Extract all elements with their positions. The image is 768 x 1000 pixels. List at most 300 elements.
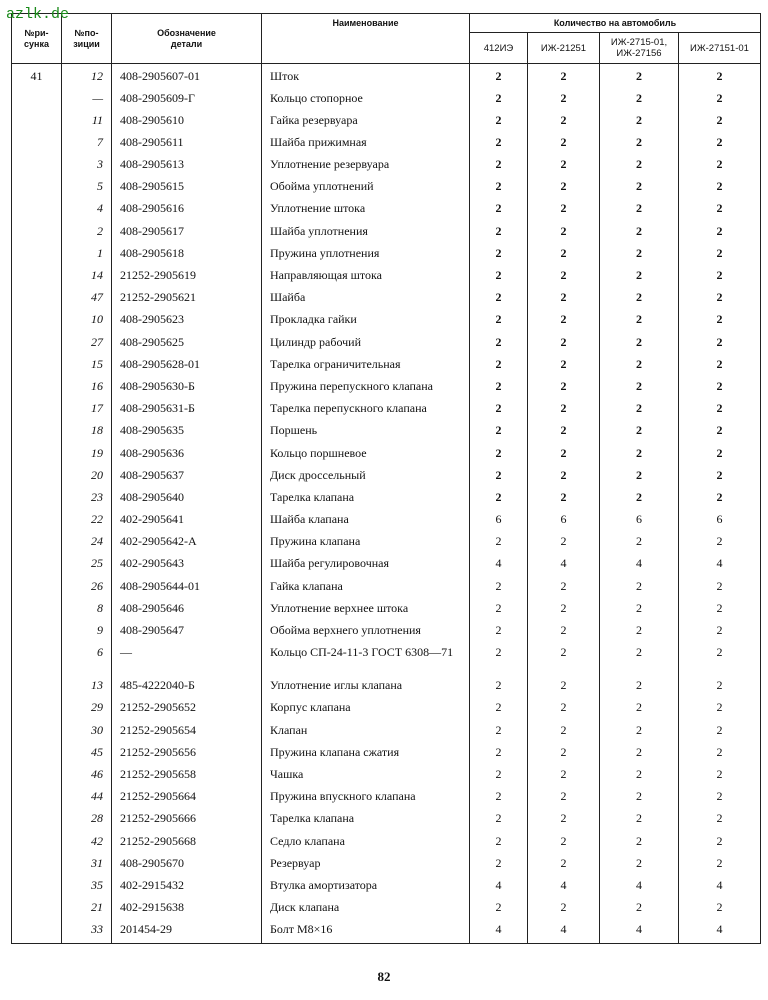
part-code-cell: 21252-2905619 bbox=[112, 265, 262, 287]
part-code-cell: 408-2905618 bbox=[112, 243, 262, 265]
table-row bbox=[12, 642, 761, 675]
part-code-cell: 408-2905628-01 bbox=[112, 354, 262, 376]
table-row bbox=[12, 243, 761, 265]
quantity-cell: 2 bbox=[600, 487, 679, 509]
table-row bbox=[12, 553, 761, 575]
quantity-cell: 2 bbox=[528, 576, 600, 598]
part-name-cell: Пружина клапана сжатия bbox=[262, 742, 470, 764]
position-cell: 24 bbox=[62, 531, 112, 553]
table-row bbox=[12, 88, 761, 110]
part-code-cell: 21252-2905621 bbox=[112, 287, 262, 309]
quantity-cell: 2 bbox=[470, 64, 528, 88]
quantity-cell: 2 bbox=[679, 642, 761, 675]
quantity-cell: 2 bbox=[679, 576, 761, 598]
part-name-cell: Шайба регулировочная bbox=[262, 553, 470, 575]
figure-number-cell bbox=[12, 642, 62, 675]
quantity-cell: 2 bbox=[679, 420, 761, 442]
quantity-cell: 2 bbox=[600, 132, 679, 154]
part-code-cell: 408-2905616 bbox=[112, 198, 262, 220]
quantity-cell: 2 bbox=[528, 132, 600, 154]
part-code-cell: 408-2905630-Б bbox=[112, 376, 262, 398]
quantity-cell: 2 bbox=[679, 720, 761, 742]
part-code-cell: 408-2905635 bbox=[112, 420, 262, 442]
quantity-cell: 2 bbox=[679, 221, 761, 243]
quantity-cell: 2 bbox=[528, 620, 600, 642]
position-cell: 21 bbox=[62, 897, 112, 919]
table-row bbox=[12, 64, 761, 88]
quantity-cell: 2 bbox=[528, 697, 600, 719]
quantity-cell: 2 bbox=[470, 198, 528, 220]
part-code-cell: 402-2905642-А bbox=[112, 531, 262, 553]
quantity-cell: 2 bbox=[528, 221, 600, 243]
part-name-cell: Диск клапана bbox=[262, 897, 470, 919]
quantity-cell: 6 bbox=[470, 509, 528, 531]
quantity-cell: 2 bbox=[679, 531, 761, 553]
quantity-cell: 2 bbox=[470, 243, 528, 265]
quantity-cell: 2 bbox=[600, 265, 679, 287]
quantity-cell: 2 bbox=[528, 398, 600, 420]
position-cell: 19 bbox=[62, 443, 112, 465]
figure-number-cell bbox=[12, 808, 62, 830]
quantity-cell: 4 bbox=[679, 919, 761, 943]
table-row bbox=[12, 443, 761, 465]
quantity-cell: 2 bbox=[600, 88, 679, 110]
quantity-cell: 2 bbox=[528, 198, 600, 220]
header-figure-no: №ри- сунка bbox=[12, 14, 62, 64]
figure-number-cell bbox=[12, 265, 62, 287]
figure-number-cell bbox=[12, 176, 62, 198]
quantity-cell: 2 bbox=[470, 675, 528, 697]
position-cell: 16 bbox=[62, 376, 112, 398]
figure-number-cell bbox=[12, 88, 62, 110]
quantity-cell: 2 bbox=[528, 764, 600, 786]
part-name-cell: Корпус клапана bbox=[262, 697, 470, 719]
quantity-cell: 4 bbox=[600, 553, 679, 575]
quantity-cell: 2 bbox=[528, 154, 600, 176]
quantity-cell: 2 bbox=[528, 376, 600, 398]
quantity-cell: 2 bbox=[470, 620, 528, 642]
quantity-cell: 4 bbox=[470, 919, 528, 943]
quantity-cell: 2 bbox=[600, 64, 679, 88]
position-cell: 47 bbox=[62, 287, 112, 309]
figure-number-cell bbox=[12, 831, 62, 853]
table-row bbox=[12, 110, 761, 132]
figure-number-cell bbox=[12, 332, 62, 354]
position-cell: 11 bbox=[62, 110, 112, 132]
quantity-cell: 2 bbox=[600, 831, 679, 853]
quantity-cell: 2 bbox=[679, 697, 761, 719]
table-row bbox=[12, 720, 761, 742]
quantity-cell: 2 bbox=[679, 465, 761, 487]
quantity-cell: 2 bbox=[528, 598, 600, 620]
part-name-cell: Кольцо СП-24-11-3 ГОСТ 6308—71 bbox=[262, 642, 470, 675]
quantity-cell: 2 bbox=[470, 465, 528, 487]
quantity-cell: 2 bbox=[528, 742, 600, 764]
quantity-cell: 2 bbox=[679, 742, 761, 764]
quantity-cell: 2 bbox=[470, 764, 528, 786]
quantity-cell: 6 bbox=[600, 509, 679, 531]
figure-number-cell bbox=[12, 531, 62, 553]
position-cell: 3 bbox=[62, 154, 112, 176]
position-cell: 10 bbox=[62, 309, 112, 331]
quantity-cell: 2 bbox=[679, 243, 761, 265]
part-code-cell: 402-2905641 bbox=[112, 509, 262, 531]
quantity-cell: 6 bbox=[679, 509, 761, 531]
header-qty-izh-27151: ИЖ-27151-01 bbox=[679, 33, 761, 64]
figure-number-cell bbox=[12, 786, 62, 808]
quantity-cell: 2 bbox=[470, 132, 528, 154]
quantity-cell: 2 bbox=[470, 354, 528, 376]
quantity-cell: 2 bbox=[600, 221, 679, 243]
figure-number-cell bbox=[12, 198, 62, 220]
position-cell: 31 bbox=[62, 853, 112, 875]
figure-number-cell bbox=[12, 764, 62, 786]
quantity-cell: 2 bbox=[470, 110, 528, 132]
part-name-cell: Гайка резервуара bbox=[262, 110, 470, 132]
figure-number-cell bbox=[12, 287, 62, 309]
part-name-cell: Тарелка перепускного клапана bbox=[262, 398, 470, 420]
quantity-cell: 2 bbox=[528, 487, 600, 509]
quantity-cell: 4 bbox=[470, 875, 528, 897]
position-cell: 15 bbox=[62, 354, 112, 376]
quantity-cell: 2 bbox=[679, 332, 761, 354]
table-row bbox=[12, 897, 761, 919]
position-cell: 33 bbox=[62, 919, 112, 943]
quantity-cell: 2 bbox=[470, 154, 528, 176]
quantity-cell: 2 bbox=[470, 531, 528, 553]
table-row bbox=[12, 786, 761, 808]
quantity-cell: 2 bbox=[679, 487, 761, 509]
part-name-cell: Тарелка клапана bbox=[262, 487, 470, 509]
part-code-cell: 21252-2905656 bbox=[112, 742, 262, 764]
part-name-cell: Обойма верхнего уплотнения bbox=[262, 620, 470, 642]
position-cell: 7 bbox=[62, 132, 112, 154]
quantity-cell: 2 bbox=[600, 376, 679, 398]
table-row bbox=[12, 675, 761, 697]
part-code-cell: 408-2905611 bbox=[112, 132, 262, 154]
part-name-cell: Цилиндр рабочий bbox=[262, 332, 470, 354]
quantity-cell: 2 bbox=[679, 132, 761, 154]
quantity-cell: 2 bbox=[470, 332, 528, 354]
part-name-cell: Прокладка гайки bbox=[262, 309, 470, 331]
quantity-cell: 2 bbox=[470, 487, 528, 509]
part-name-cell: Направляющая штока bbox=[262, 265, 470, 287]
table-row bbox=[12, 742, 761, 764]
position-cell: 25 bbox=[62, 553, 112, 575]
quantity-cell: 2 bbox=[528, 443, 600, 465]
quantity-cell: 2 bbox=[679, 265, 761, 287]
part-name-cell: Уплотнение иглы клапана bbox=[262, 675, 470, 697]
part-code-cell: 408-2905610 bbox=[112, 110, 262, 132]
quantity-cell: 2 bbox=[600, 309, 679, 331]
part-code-cell: 201454-29 bbox=[112, 919, 262, 943]
quantity-cell: 2 bbox=[679, 64, 761, 88]
quantity-cell: 2 bbox=[470, 742, 528, 764]
figure-number-cell bbox=[12, 420, 62, 442]
quantity-cell: 2 bbox=[600, 576, 679, 598]
part-code-cell: 408-2905670 bbox=[112, 853, 262, 875]
quantity-cell: 2 bbox=[528, 786, 600, 808]
position-cell: 28 bbox=[62, 808, 112, 830]
quantity-cell: 2 bbox=[600, 154, 679, 176]
quantity-cell: 2 bbox=[679, 354, 761, 376]
quantity-cell: 2 bbox=[600, 742, 679, 764]
quantity-cell: 2 bbox=[600, 642, 679, 675]
position-cell: 12 bbox=[62, 64, 112, 88]
part-name-cell: Пружина уплотнения bbox=[262, 243, 470, 265]
table-row bbox=[12, 576, 761, 598]
quantity-cell: 2 bbox=[600, 675, 679, 697]
table-row bbox=[12, 132, 761, 154]
table-row bbox=[12, 919, 761, 943]
quantity-cell: 4 bbox=[528, 875, 600, 897]
quantity-cell: 2 bbox=[528, 176, 600, 198]
position-cell: 44 bbox=[62, 786, 112, 808]
table-row bbox=[12, 154, 761, 176]
quantity-cell: 2 bbox=[679, 154, 761, 176]
quantity-cell: 2 bbox=[600, 720, 679, 742]
table-row bbox=[12, 309, 761, 331]
table-row bbox=[12, 198, 761, 220]
quantity-cell: 2 bbox=[679, 598, 761, 620]
header-qty-izh-2715: ИЖ-2715-01, ИЖ-27156 bbox=[600, 33, 679, 64]
figure-number-cell bbox=[12, 110, 62, 132]
quantity-cell: 2 bbox=[528, 287, 600, 309]
part-code-cell: 21252-2905666 bbox=[112, 808, 262, 830]
part-code-cell: 485-4222040-Б bbox=[112, 675, 262, 697]
part-code-cell: 408-2905636 bbox=[112, 443, 262, 465]
quantity-cell: 2 bbox=[679, 88, 761, 110]
quantity-cell: 2 bbox=[679, 398, 761, 420]
header-qty-izh-21251: ИЖ-21251 bbox=[528, 33, 600, 64]
part-code-cell: 408-2905613 bbox=[112, 154, 262, 176]
position-cell: 42 bbox=[62, 831, 112, 853]
position-cell: 26 bbox=[62, 576, 112, 598]
quantity-cell: 2 bbox=[528, 309, 600, 331]
part-name-cell: Тарелка клапана bbox=[262, 808, 470, 830]
figure-number-cell bbox=[12, 309, 62, 331]
quantity-cell: 6 bbox=[528, 509, 600, 531]
part-code-cell: 408-2905623 bbox=[112, 309, 262, 331]
part-name-cell: Пружина перепускного клапана bbox=[262, 376, 470, 398]
quantity-cell: 2 bbox=[600, 697, 679, 719]
position-cell: 5 bbox=[62, 176, 112, 198]
part-name-cell: Седло клапана bbox=[262, 831, 470, 853]
figure-number-cell bbox=[12, 221, 62, 243]
quantity-cell: 2 bbox=[528, 265, 600, 287]
quantity-cell: 2 bbox=[679, 808, 761, 830]
quantity-cell: 2 bbox=[600, 420, 679, 442]
figure-number-cell bbox=[12, 398, 62, 420]
part-name-cell: Поршень bbox=[262, 420, 470, 442]
quantity-cell: 2 bbox=[679, 198, 761, 220]
quantity-cell: 2 bbox=[470, 598, 528, 620]
table-row bbox=[12, 875, 761, 897]
quantity-cell: 2 bbox=[528, 88, 600, 110]
quantity-cell: 2 bbox=[528, 110, 600, 132]
quantity-cell: 2 bbox=[528, 808, 600, 830]
position-cell: 22 bbox=[62, 509, 112, 531]
position-cell: 1 bbox=[62, 243, 112, 265]
part-name-cell: Кольцо стопорное bbox=[262, 88, 470, 110]
quantity-cell: 2 bbox=[528, 354, 600, 376]
part-code-cell: 21252-2905664 bbox=[112, 786, 262, 808]
quantity-cell: 4 bbox=[470, 553, 528, 575]
figure-number-cell bbox=[12, 897, 62, 919]
part-name-cell: Пружина клапана bbox=[262, 531, 470, 553]
position-cell: 23 bbox=[62, 487, 112, 509]
quantity-cell: 2 bbox=[679, 764, 761, 786]
part-code-cell: 408-2905631-Б bbox=[112, 398, 262, 420]
figure-number-cell bbox=[12, 598, 62, 620]
part-code-cell: 402-2915432 bbox=[112, 875, 262, 897]
part-code-cell: 408-2905637 bbox=[112, 465, 262, 487]
quantity-cell: 2 bbox=[600, 465, 679, 487]
table-row bbox=[12, 465, 761, 487]
part-name-cell: Втулка амортизатора bbox=[262, 875, 470, 897]
quantity-cell: 2 bbox=[470, 376, 528, 398]
quantity-cell: 2 bbox=[600, 443, 679, 465]
quantity-cell: 2 bbox=[679, 620, 761, 642]
part-code-cell: 402-2905643 bbox=[112, 553, 262, 575]
figure-number-cell bbox=[12, 376, 62, 398]
position-cell: 17 bbox=[62, 398, 112, 420]
part-name-cell: Гайка клапана bbox=[262, 576, 470, 598]
figure-number-cell bbox=[12, 487, 62, 509]
quantity-cell: 2 bbox=[470, 287, 528, 309]
part-name-cell: Обойма уплотнений bbox=[262, 176, 470, 198]
quantity-cell: 2 bbox=[600, 198, 679, 220]
quantity-cell: 2 bbox=[679, 176, 761, 198]
quantity-cell: 2 bbox=[600, 764, 679, 786]
quantity-cell: 2 bbox=[679, 287, 761, 309]
page-number: 82 bbox=[377, 969, 391, 984]
figure-number-cell bbox=[12, 742, 62, 764]
figure-number-cell bbox=[12, 720, 62, 742]
part-code-cell: 408-2905646 bbox=[112, 598, 262, 620]
quantity-cell: 2 bbox=[528, 332, 600, 354]
quantity-cell: 2 bbox=[528, 243, 600, 265]
quantity-cell: 2 bbox=[470, 642, 528, 675]
figure-number-cell bbox=[12, 553, 62, 575]
figure-number-cell bbox=[12, 243, 62, 265]
quantity-cell: 2 bbox=[528, 720, 600, 742]
part-code-cell: — bbox=[112, 642, 262, 675]
table-row bbox=[12, 221, 761, 243]
quantity-cell: 2 bbox=[528, 642, 600, 675]
part-name-cell: Шайба уплотнения bbox=[262, 221, 470, 243]
quantity-cell: 2 bbox=[470, 176, 528, 198]
table-row bbox=[12, 287, 761, 309]
figure-number-cell bbox=[12, 354, 62, 376]
part-code-cell: 408-2905607-01 bbox=[112, 64, 262, 88]
part-name-cell: Уплотнение штока bbox=[262, 198, 470, 220]
table-row bbox=[12, 598, 761, 620]
quantity-cell: 2 bbox=[600, 243, 679, 265]
quantity-cell: 2 bbox=[679, 309, 761, 331]
part-name-cell: Кольцо поршневое bbox=[262, 443, 470, 465]
part-name-cell: Уплотнение верхнее штока bbox=[262, 598, 470, 620]
part-name-cell: Клапан bbox=[262, 720, 470, 742]
header-position-no: №по- зиции bbox=[62, 14, 112, 64]
quantity-cell: 2 bbox=[470, 897, 528, 919]
figure-number-cell bbox=[12, 853, 62, 875]
part-code-cell: 408-2905644-01 bbox=[112, 576, 262, 598]
part-code-cell: 408-2905615 bbox=[112, 176, 262, 198]
quantity-cell: 2 bbox=[470, 808, 528, 830]
quantity-cell: 2 bbox=[528, 675, 600, 697]
part-name-cell: Шток bbox=[262, 64, 470, 88]
header-quantity-group: Количество на автомобиль bbox=[470, 14, 761, 33]
part-name-cell: Болт М8×16 bbox=[262, 919, 470, 943]
position-cell: 18 bbox=[62, 420, 112, 442]
quantity-cell: 2 bbox=[679, 443, 761, 465]
position-cell: 35 bbox=[62, 875, 112, 897]
position-cell: 30 bbox=[62, 720, 112, 742]
part-name-cell: Шайба bbox=[262, 287, 470, 309]
quantity-cell: 2 bbox=[600, 620, 679, 642]
figure-number-cell bbox=[12, 675, 62, 697]
quantity-cell: 2 bbox=[470, 697, 528, 719]
quantity-cell: 4 bbox=[679, 553, 761, 575]
part-name-cell: Пружина впускного клапана bbox=[262, 786, 470, 808]
position-cell: 9 bbox=[62, 620, 112, 642]
quantity-cell: 2 bbox=[470, 221, 528, 243]
position-cell: 29 bbox=[62, 697, 112, 719]
quantity-cell: 2 bbox=[470, 576, 528, 598]
quantity-cell: 4 bbox=[528, 919, 600, 943]
table-row bbox=[12, 620, 761, 642]
table-header bbox=[12, 14, 761, 64]
part-name-cell: Уплотнение резервуара bbox=[262, 154, 470, 176]
table-row bbox=[12, 376, 761, 398]
position-cell: 6 bbox=[62, 642, 112, 675]
figure-number-cell: 41 bbox=[12, 64, 62, 88]
part-code-cell: 408-2905625 bbox=[112, 332, 262, 354]
part-name-cell: Шайба клапана bbox=[262, 509, 470, 531]
quantity-cell: 2 bbox=[528, 64, 600, 88]
quantity-cell: 2 bbox=[470, 720, 528, 742]
quantity-cell: 2 bbox=[470, 443, 528, 465]
header-qty-412ie: 412ИЭ bbox=[470, 33, 528, 64]
table-row bbox=[12, 831, 761, 853]
quantity-cell: 2 bbox=[470, 786, 528, 808]
position-cell: 4 bbox=[62, 198, 112, 220]
quantity-cell: 2 bbox=[528, 831, 600, 853]
figure-number-cell bbox=[12, 576, 62, 598]
quantity-cell: 2 bbox=[679, 786, 761, 808]
table-row bbox=[12, 487, 761, 509]
figure-number-cell bbox=[12, 620, 62, 642]
position-cell: 13 bbox=[62, 675, 112, 697]
quantity-cell: 2 bbox=[470, 853, 528, 875]
part-code-cell: 402-2915638 bbox=[112, 897, 262, 919]
quantity-cell: 2 bbox=[600, 808, 679, 830]
table-row bbox=[12, 509, 761, 531]
table-row bbox=[12, 853, 761, 875]
quantity-cell: 2 bbox=[528, 853, 600, 875]
quantity-cell: 2 bbox=[679, 853, 761, 875]
quantity-cell: 2 bbox=[600, 398, 679, 420]
part-name-cell: Резервуар bbox=[262, 853, 470, 875]
position-cell: 8 bbox=[62, 598, 112, 620]
table-row bbox=[12, 808, 761, 830]
quantity-cell: 2 bbox=[470, 831, 528, 853]
part-code-cell: 21252-2905654 bbox=[112, 720, 262, 742]
quantity-cell: 2 bbox=[600, 853, 679, 875]
quantity-cell: 2 bbox=[600, 786, 679, 808]
table-row bbox=[12, 398, 761, 420]
